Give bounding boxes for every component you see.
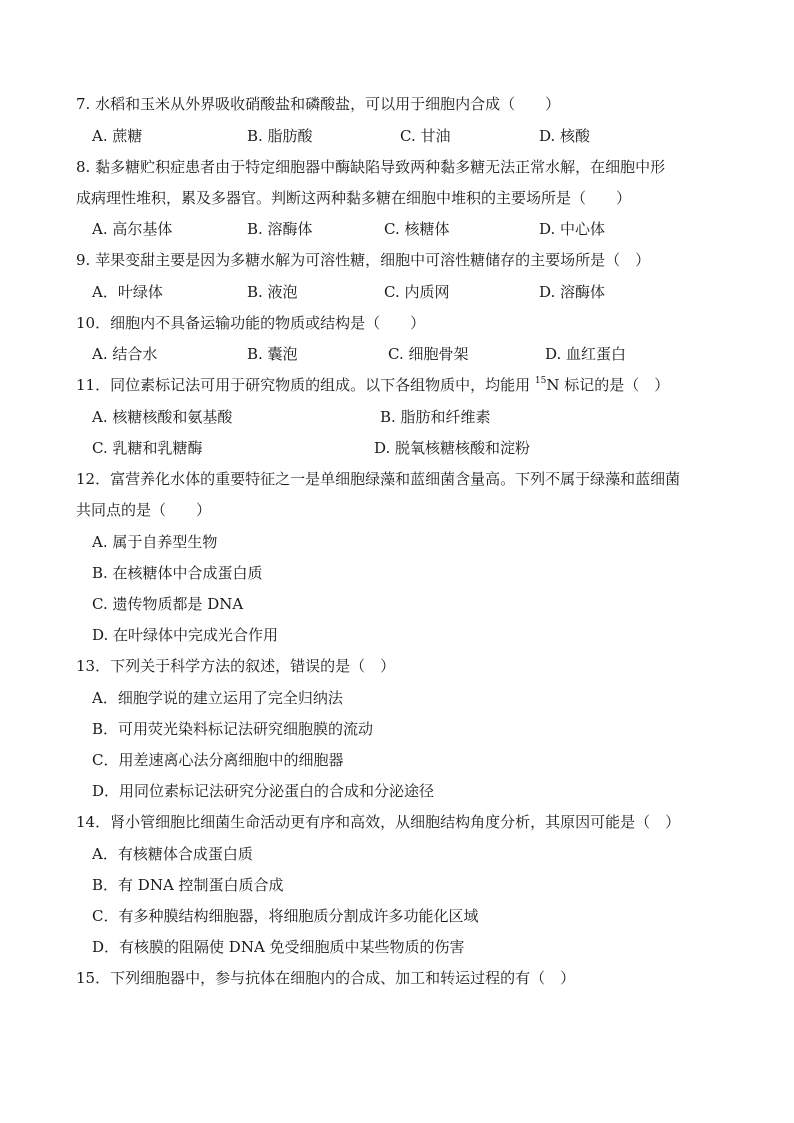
option-a: A. 高尔基体 bbox=[92, 220, 173, 238]
question-7-stem: 7. 水稻和玉米从外界吸收硝酸盐和磷酸盐，可以用于细胞内合成（ ） bbox=[76, 95, 561, 113]
question-15-stem: 15．下列细胞器中，参与抗体在细胞内的合成、加工和转运过程的有（ ） bbox=[76, 969, 576, 987]
option-d: D. 脱氧核糖核酸和淀粉 bbox=[374, 439, 531, 457]
option-a: A. 结合水 bbox=[92, 345, 158, 363]
option-d: D. 血红蛋白 bbox=[545, 345, 627, 363]
question-9-stem: 9. 苹果变甜主要是因为多糖水解为可溶性糖，细胞中可溶性糖储存的主要场所是（ ） bbox=[76, 251, 651, 269]
option-d: D. 溶酶体 bbox=[539, 283, 606, 301]
question-13-option-b: B．可用荧光染料标记法研究细胞膜的流动 bbox=[92, 720, 374, 738]
question-14-option-a: A．有核糖体合成蛋白质 bbox=[92, 845, 253, 863]
question-12-stem-line1: 12．富营养化水体的重要特征之一是单细胞绿藻和蓝细菌含量高。下列不属于绿藻和蓝细菌 bbox=[76, 470, 681, 488]
question-11-stem-tail: N 标记的是（ ） bbox=[546, 376, 670, 394]
question-13-option-d: D．用同位素标记法研究分泌蛋白的合成和分泌途径 bbox=[92, 782, 435, 800]
isotope-superscript: 15 bbox=[534, 376, 547, 386]
question-13-option-c: C．用差速离心法分离细胞中的细胞器 bbox=[92, 751, 344, 769]
option-b: B. 囊泡 bbox=[247, 345, 298, 363]
option-b: B. 液泡 bbox=[247, 283, 298, 301]
option-b: B. 溶酶体 bbox=[247, 220, 313, 238]
question-12-option-d: D. 在叶绿体中完成光合作用 bbox=[92, 626, 279, 644]
question-12-option-c: C. 遗传物质都是 DNA bbox=[92, 595, 244, 613]
question-14-option-d: D．有核膜的阻隔使 DNA 免受细胞质中某些物质的伤害 bbox=[92, 938, 465, 956]
option-a: A．叶绿体 bbox=[92, 283, 163, 301]
option-d: D. 中心体 bbox=[539, 220, 606, 238]
question-12-stem-line2: 共同点的是（ ） bbox=[76, 501, 212, 519]
question-12-option-a: A. 属于自养型生物 bbox=[92, 533, 218, 551]
question-10-stem: 10．细胞内不具备运输功能的物质或结构是（ ） bbox=[76, 314, 426, 332]
option-b: B. 脂肪和纤维素 bbox=[380, 408, 491, 426]
question-8-stem-line1: 8. 黏多糖贮积症患者由于特定细胞器中酶缺陷导致两种黏多糖无法正常水解，在细胞中形 bbox=[76, 158, 666, 176]
option-a: A. 蔗糖 bbox=[92, 127, 143, 145]
question-14-option-b: B．有 DNA 控制蛋白质合成 bbox=[92, 876, 284, 894]
question-11-stem bbox=[0, 375, 794, 395]
option-b: B. 脂肪酸 bbox=[247, 127, 313, 145]
question-14-stem: 14．肾小管细胞比细菌生命活动更有序和高效，从细胞结构角度分析，其原因可能是（ ） bbox=[76, 813, 681, 831]
question-8-stem-line2: 成病理性堆积，累及多器官。判断这两种黏多糖在细胞中堆积的主要场所是（ ） bbox=[76, 189, 632, 207]
question-13-stem: 13．下列关于科学方法的叙述，错误的是（ ） bbox=[76, 657, 396, 675]
option-c: C. 乳糖和乳糖酶 bbox=[92, 439, 203, 457]
option-c: C. 内质网 bbox=[384, 283, 450, 301]
option-c: C. 核糖体 bbox=[384, 220, 450, 238]
option-a: A. 核糖核酸和氨基酸 bbox=[92, 408, 233, 426]
question-13-option-a: A．细胞学说的建立运用了完全归纳法 bbox=[92, 689, 343, 707]
question-12-option-b: B. 在核糖体中合成蛋白质 bbox=[92, 564, 263, 582]
question-14-option-c: C．有多种膜结构细胞器，将细胞质分割成许多功能化区域 bbox=[92, 907, 479, 925]
option-c: C. 甘油 bbox=[400, 127, 451, 145]
option-c: C. 细胞骨架 bbox=[388, 345, 469, 363]
option-d: D. 核酸 bbox=[539, 127, 591, 145]
question-11-stem-text: 11．同位素标记法可用于研究物质的组成。以下各组物质中，均能用 bbox=[76, 376, 535, 394]
